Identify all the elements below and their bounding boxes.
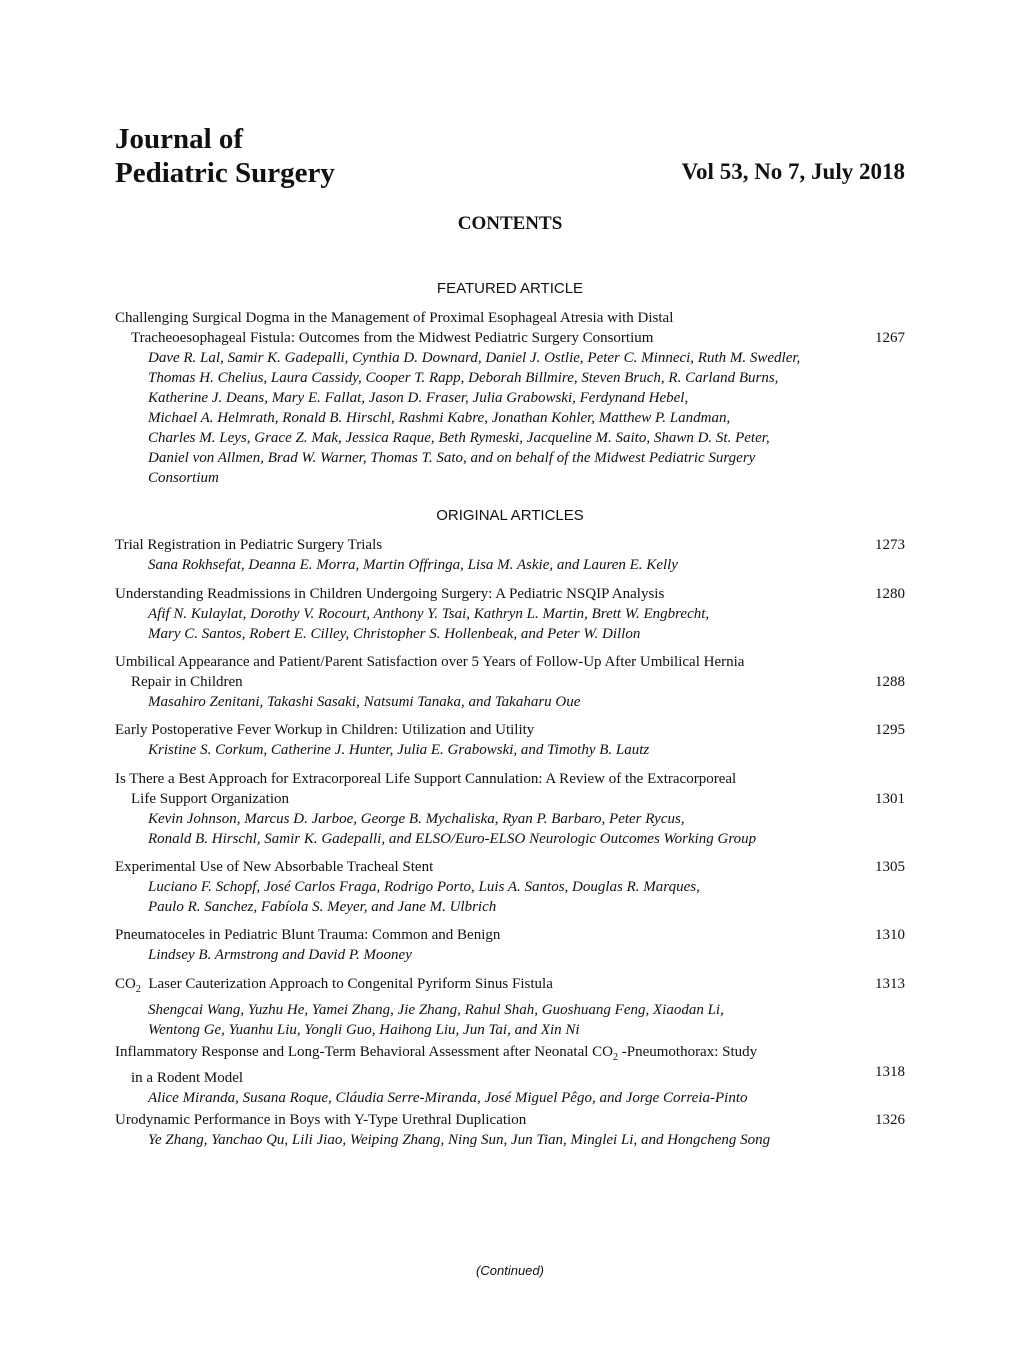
volume-issue: Vol 53, No 7, July 2018 — [681, 159, 905, 184]
title-text: -Pneumothorax: Study — [617, 1044, 758, 1060]
article-title: Urodynamic Performance in Boys with Y-Type Urethral Duplication — [115, 1112, 527, 1128]
article-authors: Mary C. Santos, Robert E. Cilley, Christopher S. Hollenbeak, and Peter W. Dillon — [148, 626, 641, 642]
toc-entry — [115, 769, 905, 849]
article-authors: Daniel von Allmen, Brad W. Warner, Thomas T. Sato, and on behalf of the Midwest Pediatric Surgery — [148, 450, 756, 466]
article-title-line2: in a Rodent Model — [131, 1070, 244, 1086]
article-authors: Kristine S. Corkum, Catherine J. Hunter, Julia E. Grabowski, and Timothy B. Lautz — [148, 742, 650, 758]
page-number: 1280 — [875, 586, 905, 602]
article-title: Understanding Readmissions in Children Undergoing Surgery: A Pediatric NSQIP Analysis — [115, 586, 665, 602]
toc-entry — [115, 974, 905, 1040]
article-authors: Michael A. Helmrath, Ronald B. Hirschl, Rashmi Kabre, Jonathan Kohler, Matthew P. Landman, — [148, 410, 731, 426]
article-title: Early Postoperative Fever Workup in Children: Utilization and Utility — [115, 722, 535, 738]
article-authors: Shengcai Wang, Yuzhu He, Yamei Zhang, Jie Zhang, Rahul Shah, Guoshuang Feng, Xiaodan Li, — [148, 1002, 724, 1018]
toc-entry — [115, 857, 905, 917]
article-title — [115, 974, 905, 1000]
article-authors: Luciano F. Schopf, José Carlos Fraga, Rodrigo Porto, Luis A. Santos, Douglas R. Marques, — [148, 879, 700, 895]
page-number: 1273 — [875, 537, 905, 553]
article-title — [115, 1042, 905, 1068]
page-number: 1267 — [875, 330, 905, 346]
page-number: 1313 — [875, 976, 905, 992]
article-title-line2: Tracheoesophageal Fistula: Outcomes from the Midwest Pediatric Surgery Consortium — [131, 330, 654, 346]
section-original: ORIGINAL ARTICLES — [436, 507, 584, 524]
subscript: 2 — [135, 984, 141, 995]
journal-title-line2: Pediatric Surgery — [115, 157, 335, 189]
article-authors: Dave R. Lal, Samir K. Gadepalli, Cynthia D. Downard, Daniel J. Ostlie, Peter C. Minneci, Ruth M. Swedler, — [148, 350, 801, 366]
toc-entry — [115, 925, 905, 965]
article-authors: Masahiro Zenitani, Takashi Sasaki, Natsumi Tanaka, and Takaharu Oue — [148, 694, 581, 710]
toc-entry — [115, 1110, 905, 1150]
subscript: 2 — [612, 1052, 618, 1063]
toc-entry — [115, 535, 905, 575]
article-authors: Katherine J. Deans, Mary E. Fallat, Jason D. Fraser, Julia Grabowski, Ferdynand Hebel, — [148, 390, 689, 406]
page-number: 1305 — [875, 859, 905, 875]
article-authors: Alice Miranda, Susana Roque, Cláudia Serre-Miranda, José Miguel Pêgo, and Jorge Correia-Pinto — [148, 1090, 748, 1106]
article-authors: Wentong Ge, Yuanhu Liu, Yongli Guo, Haihong Liu, Jun Tai, and Xin Ni — [148, 1022, 580, 1038]
continued-note: (Continued) — [476, 1263, 544, 1278]
article-title: Trial Registration in Pediatric Surgery Trials — [115, 537, 383, 553]
article-authors: Sana Rokhsefat, Deanna E. Morra, Martin Offringa, Lisa M. Askie, and Lauren E. Kelly — [148, 557, 678, 573]
toc-entry — [115, 652, 905, 712]
article-authors: Paulo R. Sanchez, Fabíola S. Meyer, and Jane M. Ulbrich — [148, 899, 497, 915]
article-authors: Ronald B. Hirschl, Samir K. Gadepalli, and ELSO/Euro-ELSO Neurologic Outcomes Working Group — [148, 831, 757, 847]
toc-entry — [115, 584, 905, 644]
title-prefix: CO — [115, 976, 136, 992]
article-title: Experimental Use of New Absorbable Tracheal Stent — [115, 859, 434, 875]
title-text: Laser Cauterization Approach to Congenital Pyriform Sinus Fistula — [140, 976, 553, 992]
article-title-line1: Challenging Surgical Dogma in the Management of Proximal Esophageal Atresia with Distal — [115, 310, 674, 326]
featured-article — [115, 308, 905, 488]
article-title: Umbilical Appearance and Patient/Parent Satisfaction over 5 Years of Follow-Up After Umbilical Hernia — [115, 654, 745, 670]
article-title: Is There a Best Approach for Extracorporeal Life Support Cannulation: A Review of the Extracorporeal — [115, 771, 737, 787]
page-number: 1318 — [875, 1064, 905, 1080]
page-number: 1295 — [875, 722, 905, 738]
article-title-line2: Repair in Children — [131, 674, 243, 690]
toc-entry — [115, 1042, 905, 1108]
article-title: Pneumatoceles in Pediatric Blunt Trauma: Common and Benign — [115, 927, 501, 943]
article-authors: Thomas H. Chelius, Laura Cassidy, Cooper T. Rapp, Deborah Billmire, Steven Bruch, R. Carland Burns, — [148, 370, 779, 386]
article-authors: Lindsey B. Armstrong and David P. Mooney — [148, 947, 412, 963]
page-number: 1301 — [875, 791, 905, 807]
page-number: 1288 — [875, 674, 905, 690]
title-prefix: Inflammatory Response and Long-Term Behavioral Assessment after Neonatal CO — [115, 1044, 613, 1060]
article-authors: Ye Zhang, Yanchao Qu, Lili Jiao, Weiping Zhang, Ning Sun, Jun Tian, Minglei Li, and Hongcheng Song — [148, 1132, 771, 1148]
contents-heading: CONTENTS — [457, 213, 563, 234]
page-number: 1326 — [875, 1112, 905, 1128]
article-authors: Afif N. Kulaylat, Dorothy V. Rocourt, Anthony Y. Tsai, Kathryn L. Martin, Brett W. Engbrecht, — [148, 606, 710, 622]
article-authors: Charles M. Leys, Grace Z. Mak, Jessica Raque, Beth Rymeski, Jacqueline M. Saito, Shawn D. St. Peter, — [148, 430, 770, 446]
article-title-line2: Life Support Organization — [131, 791, 290, 807]
journal-title-line1: Journal of — [115, 123, 244, 155]
journal-header — [115, 122, 905, 190]
section-featured: FEATURED ARTICLE — [436, 280, 584, 297]
article-authors: Consortium — [148, 470, 219, 486]
toc-entry — [115, 720, 905, 760]
page-number: 1310 — [875, 927, 905, 943]
article-authors: Kevin Johnson, Marcus D. Jarboe, George B. Mychaliska, Ryan P. Barbaro, Peter Rycus, — [148, 811, 685, 827]
